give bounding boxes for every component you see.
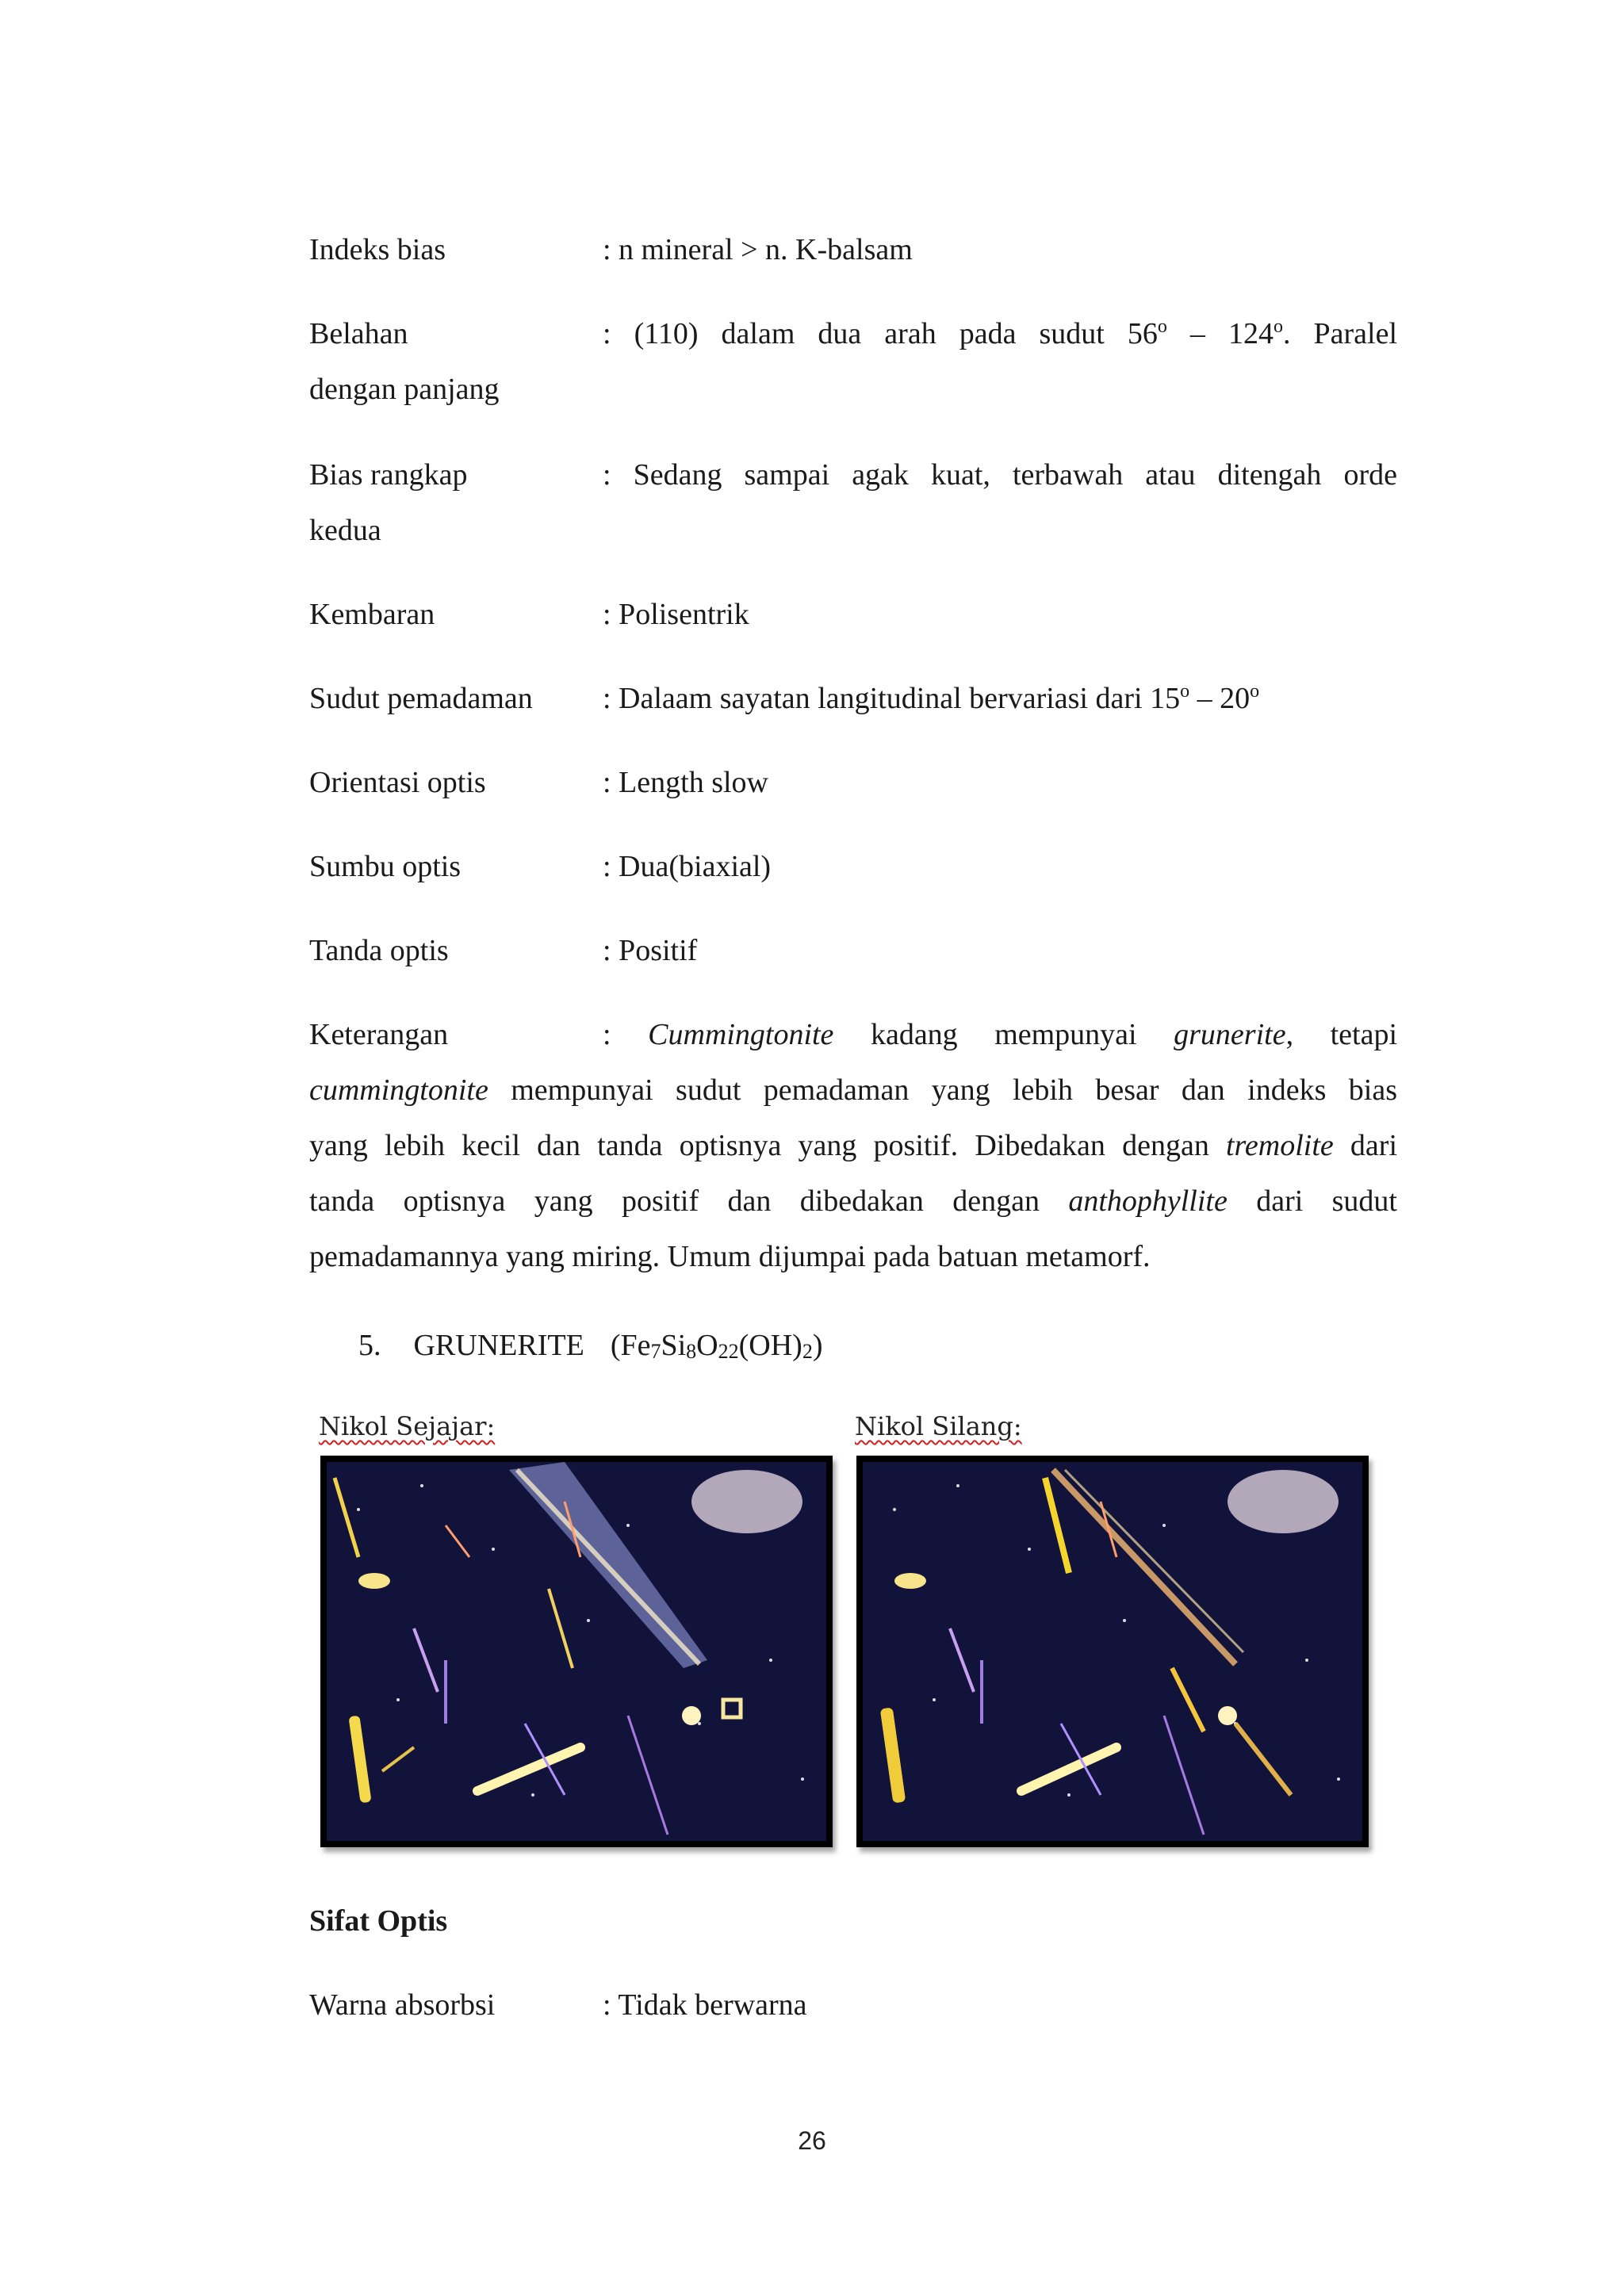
property-value: : n mineral > n. K-balsam	[603, 233, 913, 266]
figure-caption-nikol-sejajar: Nikol Sejajar:	[319, 1411, 496, 1441]
page-number: 26	[798, 2126, 826, 2155]
keterangan-paragraph	[309, 1007, 1397, 1284]
keterangan-line: pemadamannya yang miring. Umum dijumpai pada batuan metamorf.	[309, 1240, 1151, 1273]
property-value: : Sedang sampai agak kuat, terbawah atau ditengah orde	[603, 458, 1397, 492]
property-row-belahan	[309, 306, 1397, 417]
keterangan-line: tanda optisnya yang positif dan dibedakan dengan anthophyllite dari sudut	[309, 1184, 1397, 1218]
micrograph-nikol-silang	[856, 1456, 1369, 1847]
property-row-indeks-bias	[309, 222, 1397, 277]
property-row-orientasi-optis	[309, 755, 1397, 810]
property-row-sudut-pemadaman	[309, 671, 1397, 726]
property-label: Kembaran	[309, 598, 435, 631]
micrograph-nikol-sejajar	[320, 1456, 833, 1847]
property-label: Sumbu optis	[309, 850, 462, 883]
property-value: : Positif	[603, 934, 698, 967]
property-label: Tanda optis	[309, 934, 449, 967]
micrograph-image	[863, 1462, 1362, 1841]
keterangan-line: Keterangan : Cummingtonite kadang mempunyai grunerite, tetapi	[309, 1007, 1397, 1062]
property-value: : Tidak berwarna	[603, 1988, 807, 2022]
property-label: Belahan	[309, 317, 408, 350]
sifat-optis-heading: Sifat Optis	[309, 1904, 448, 1938]
figure-caption-nikol-silang: Nikol Silang:	[855, 1411, 1022, 1441]
section-title: GRUNERITE	[413, 1329, 584, 1362]
property-label: Bias rangkap	[309, 458, 468, 492]
property-label: Orientasi optis	[309, 766, 486, 799]
property-row-tanda-optis	[309, 923, 1397, 978]
section-number: 5.	[358, 1329, 381, 1362]
micrograph-image	[327, 1462, 826, 1841]
keterangan-label: Keterangan	[309, 1018, 449, 1051]
property-value: : Dua(biaxial)	[603, 850, 772, 883]
keterangan-line: cummingtonite mempunyai sudut pemadaman yang lebih besar dan indeks bias	[309, 1073, 1397, 1107]
property-value-continuation: kedua	[309, 514, 381, 547]
section-heading-grunerite	[358, 1318, 822, 1373]
property-value: : Dalaam sayatan langitudinal bervariasi dari 15$^o$ – 20$^o$	[603, 681, 1260, 715]
property-row-warna-absorbsi	[309, 1977, 1397, 2033]
property-value: : Length slow	[603, 766, 768, 799]
property-row-sumbu-optis	[309, 839, 1397, 894]
property-label: Sudut pemadaman	[309, 682, 533, 715]
property-value-continuation: dengan panjang	[309, 373, 500, 406]
property-label: Warna absorbsi	[309, 1988, 496, 2022]
property-value: : Polisentrik	[603, 598, 749, 631]
property-row-kembaran	[309, 587, 1397, 642]
keterangan-line: yang lebih kecil dan tanda optisnya yang positif. Dibedakan dengan tremolite dari	[309, 1129, 1397, 1162]
property-row-bias-rangkap	[309, 447, 1397, 558]
property-label: Indeks bias	[309, 233, 446, 266]
property-value: : (110) dalam dua arah pada sudut 56$^o$ – 124$^o$. Paralel	[603, 316, 1398, 350]
chemical-formula: $(Fe_7Si_8O_{22}(OH)_2)$	[610, 1329, 823, 1363]
